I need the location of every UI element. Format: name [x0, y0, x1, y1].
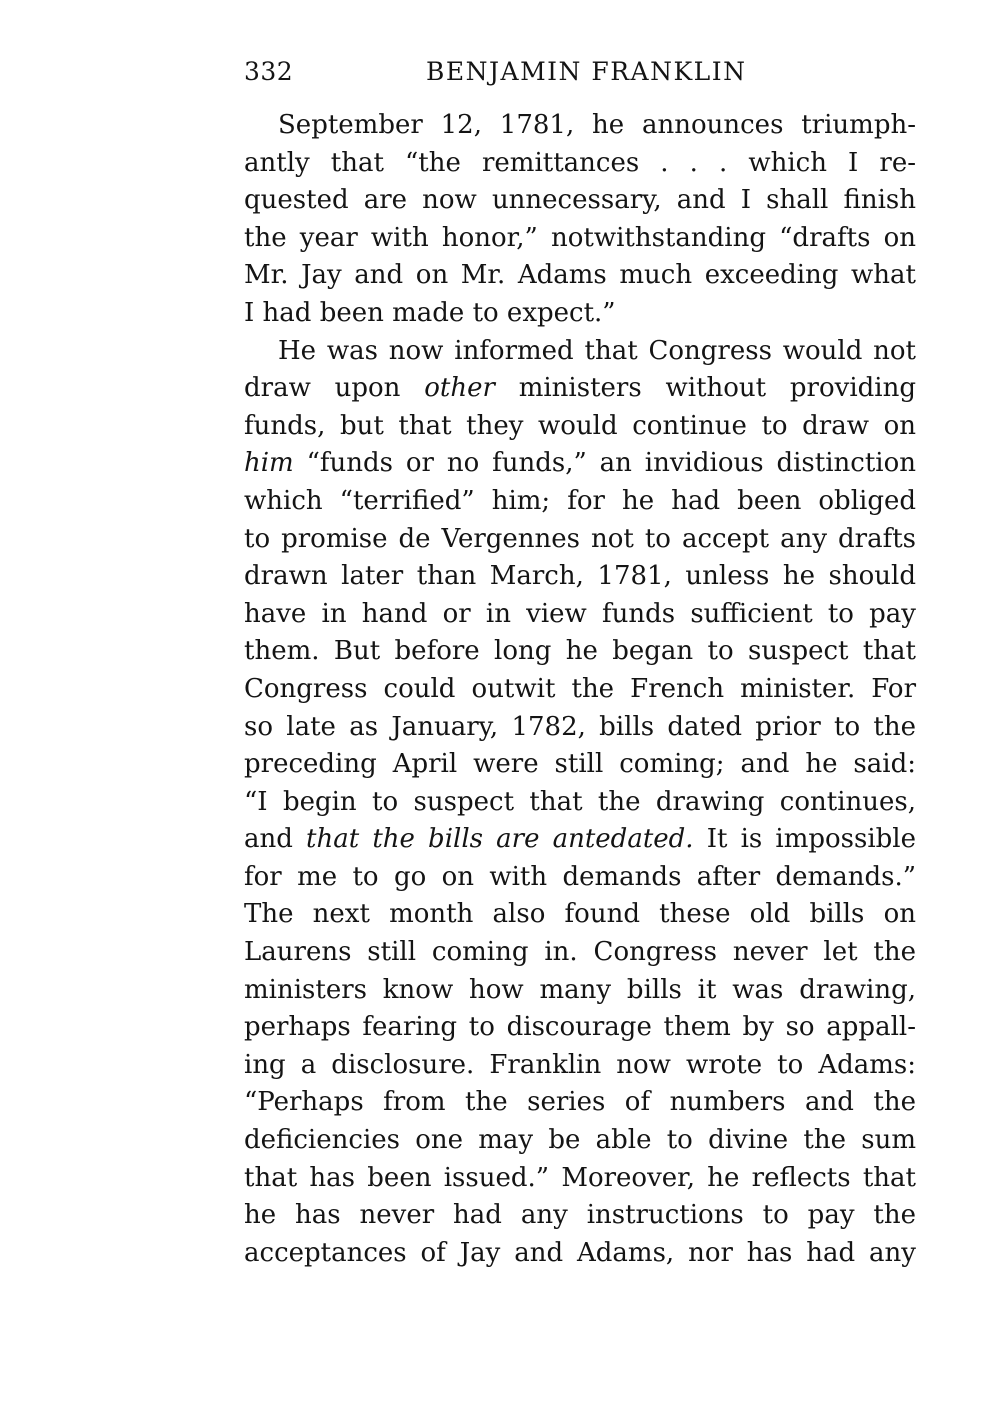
italic-emphasis: that the bills are antedated. [306, 824, 694, 855]
text-line: Laurens still coming in. Congress never let the [244, 937, 916, 968]
text-line: have in hand or in view funds sufficient to pay [244, 598, 916, 629]
italic-emphasis: him [244, 448, 294, 479]
text-line: for me to go on with demands after demands.” [244, 861, 916, 892]
text-line: The next month also found these old bills on [244, 899, 916, 930]
text-line: him “funds or no funds,” an invidious distinction [244, 448, 916, 479]
text-line: that has been issued.” Moreover, he reflects that [244, 1162, 916, 1193]
text-line: Congress could outwit the French minister. For [244, 673, 916, 704]
text-line: perhaps fearing to discourage them by so appall- [244, 1012, 916, 1043]
text-line: September 12, 1781, he announces triumph- [278, 110, 916, 140]
text-line: draw upon other ministers without providing [244, 373, 916, 404]
running-title: BENJAMIN FRANKLIN [426, 57, 747, 86]
text-line: quested are now unnecessary, and I shall finish [244, 185, 916, 216]
italic-emphasis: other [424, 373, 495, 404]
text-line: “I begin to suspect that the drawing continues, [244, 786, 916, 817]
text-line: He was now informed that Congress would not [278, 335, 916, 366]
body-text [244, 107, 916, 1272]
text-line: and that the bills are antedated. It is impossible [244, 824, 917, 855]
text-line: to promise de Vergennes not to accept any drafts [244, 523, 916, 554]
text-line: deficiencies one may be able to divine the sum [244, 1125, 916, 1156]
text-line: Mr. Jay and on Mr. Adams much exceeding what [244, 260, 916, 291]
text-line: I had been made to expect.” [244, 297, 616, 328]
text-line: the year with honor,” notwithstanding “drafts on [244, 222, 916, 253]
text-line: ing a disclosure. Franklin now wrote to Adams: [244, 1049, 916, 1080]
text-line: so late as January, 1782, bills dated prior to the [244, 711, 916, 742]
text-line: antly that “the remittances . . . which I re- [244, 147, 916, 178]
text-line: “Perhaps from the series of numbers and the [244, 1087, 916, 1118]
text-line: drawn later than March, 1781, unless he should [244, 561, 916, 592]
page-number: 332 [244, 57, 294, 86]
running-head [244, 52, 916, 92]
text-line: ministers know how many bills it was drawing, [244, 974, 916, 1005]
text-line: he has never had any instructions to pay the [244, 1200, 916, 1231]
text-line: which “terrified” him; for he had been obliged [244, 485, 916, 516]
text-line: them. But before long he began to suspect that [244, 636, 916, 667]
text-line: preceding April were still coming; and he said: [244, 749, 916, 780]
text-line: acceptances of Jay and Adams, nor has had any [244, 1237, 916, 1268]
text-line: funds, but that they would continue to draw on [244, 410, 916, 441]
